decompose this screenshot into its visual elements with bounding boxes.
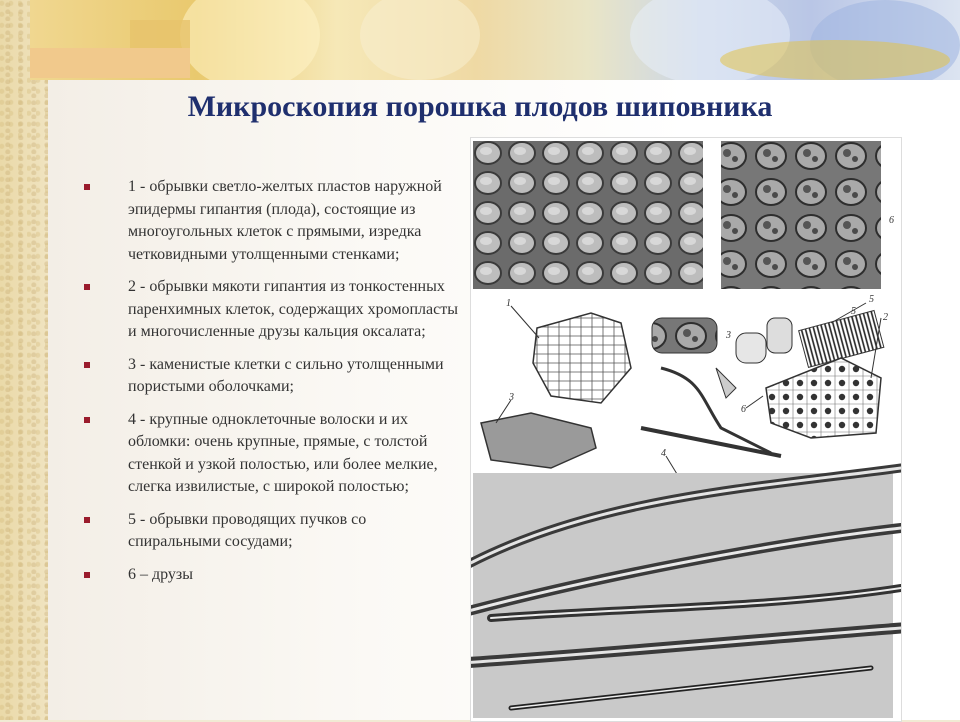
bullet-text: 6 – друзы [128,565,193,583]
bullet-text: 5 - обрывки проводящих пучков со спиральными сосудами; [128,510,367,550]
microscopy-illustration [471,138,901,721]
gold-accent-square [130,20,190,48]
figure-label: 2 [883,312,888,323]
bullet-text: 4 - крупные одноклеточные волоски и их обломки: очень крупные, прямые, с толстой стенкой и узкой полостью, или более мелкие, слегка извилистые, с широкой полостью; [128,410,438,495]
bullet-item [80,176,460,266]
figure-label: 3 [726,330,731,341]
figure-label: 3 [509,392,514,403]
bullet-marker-icon [84,517,90,523]
bullet-list [80,176,460,596]
figure-label: 1 [506,298,511,309]
bullet-item [80,509,460,554]
figure-label: 5 [869,294,874,305]
figure-label: 5 [851,306,856,317]
bullet-text: 1 - обрывки светло-желтых пластов наружной эпидермы гипантия (плода), состоящие из многоугольных клеток с прямыми, изредка четковидными утолщенными стенками; [128,178,442,263]
bullet-item [80,276,460,344]
slide-title: Микроскопия порошка плодов шиповника [187,90,773,123]
bullet-item [80,564,460,587]
bullet-text: 2 - обрывки мякоти гипантия из тонкостенных паренхимных клеток, содержащих хромопласты и многочисленные друзы кальция оксалата; [128,278,458,340]
parenchyma-photo [721,141,881,289]
bullet-marker-icon [84,362,90,368]
epidermis-photo [473,141,703,289]
bullet-marker-icon [84,572,90,578]
bullet-marker-icon [84,284,90,290]
bullet-marker-icon [84,184,90,190]
microscopy-figure [470,137,902,722]
bullet-item [80,354,460,399]
gold-accent-bar [30,48,190,78]
bullet-marker-icon [84,417,90,423]
bullet-text: 3 - каменистые клетки с сильно утолщенными пористыми оболочками; [128,355,444,395]
figure-label: 6 [889,215,894,226]
figure-label: 6 [741,404,746,415]
bullet-item [80,409,460,499]
figure-label: 4 [661,448,666,459]
